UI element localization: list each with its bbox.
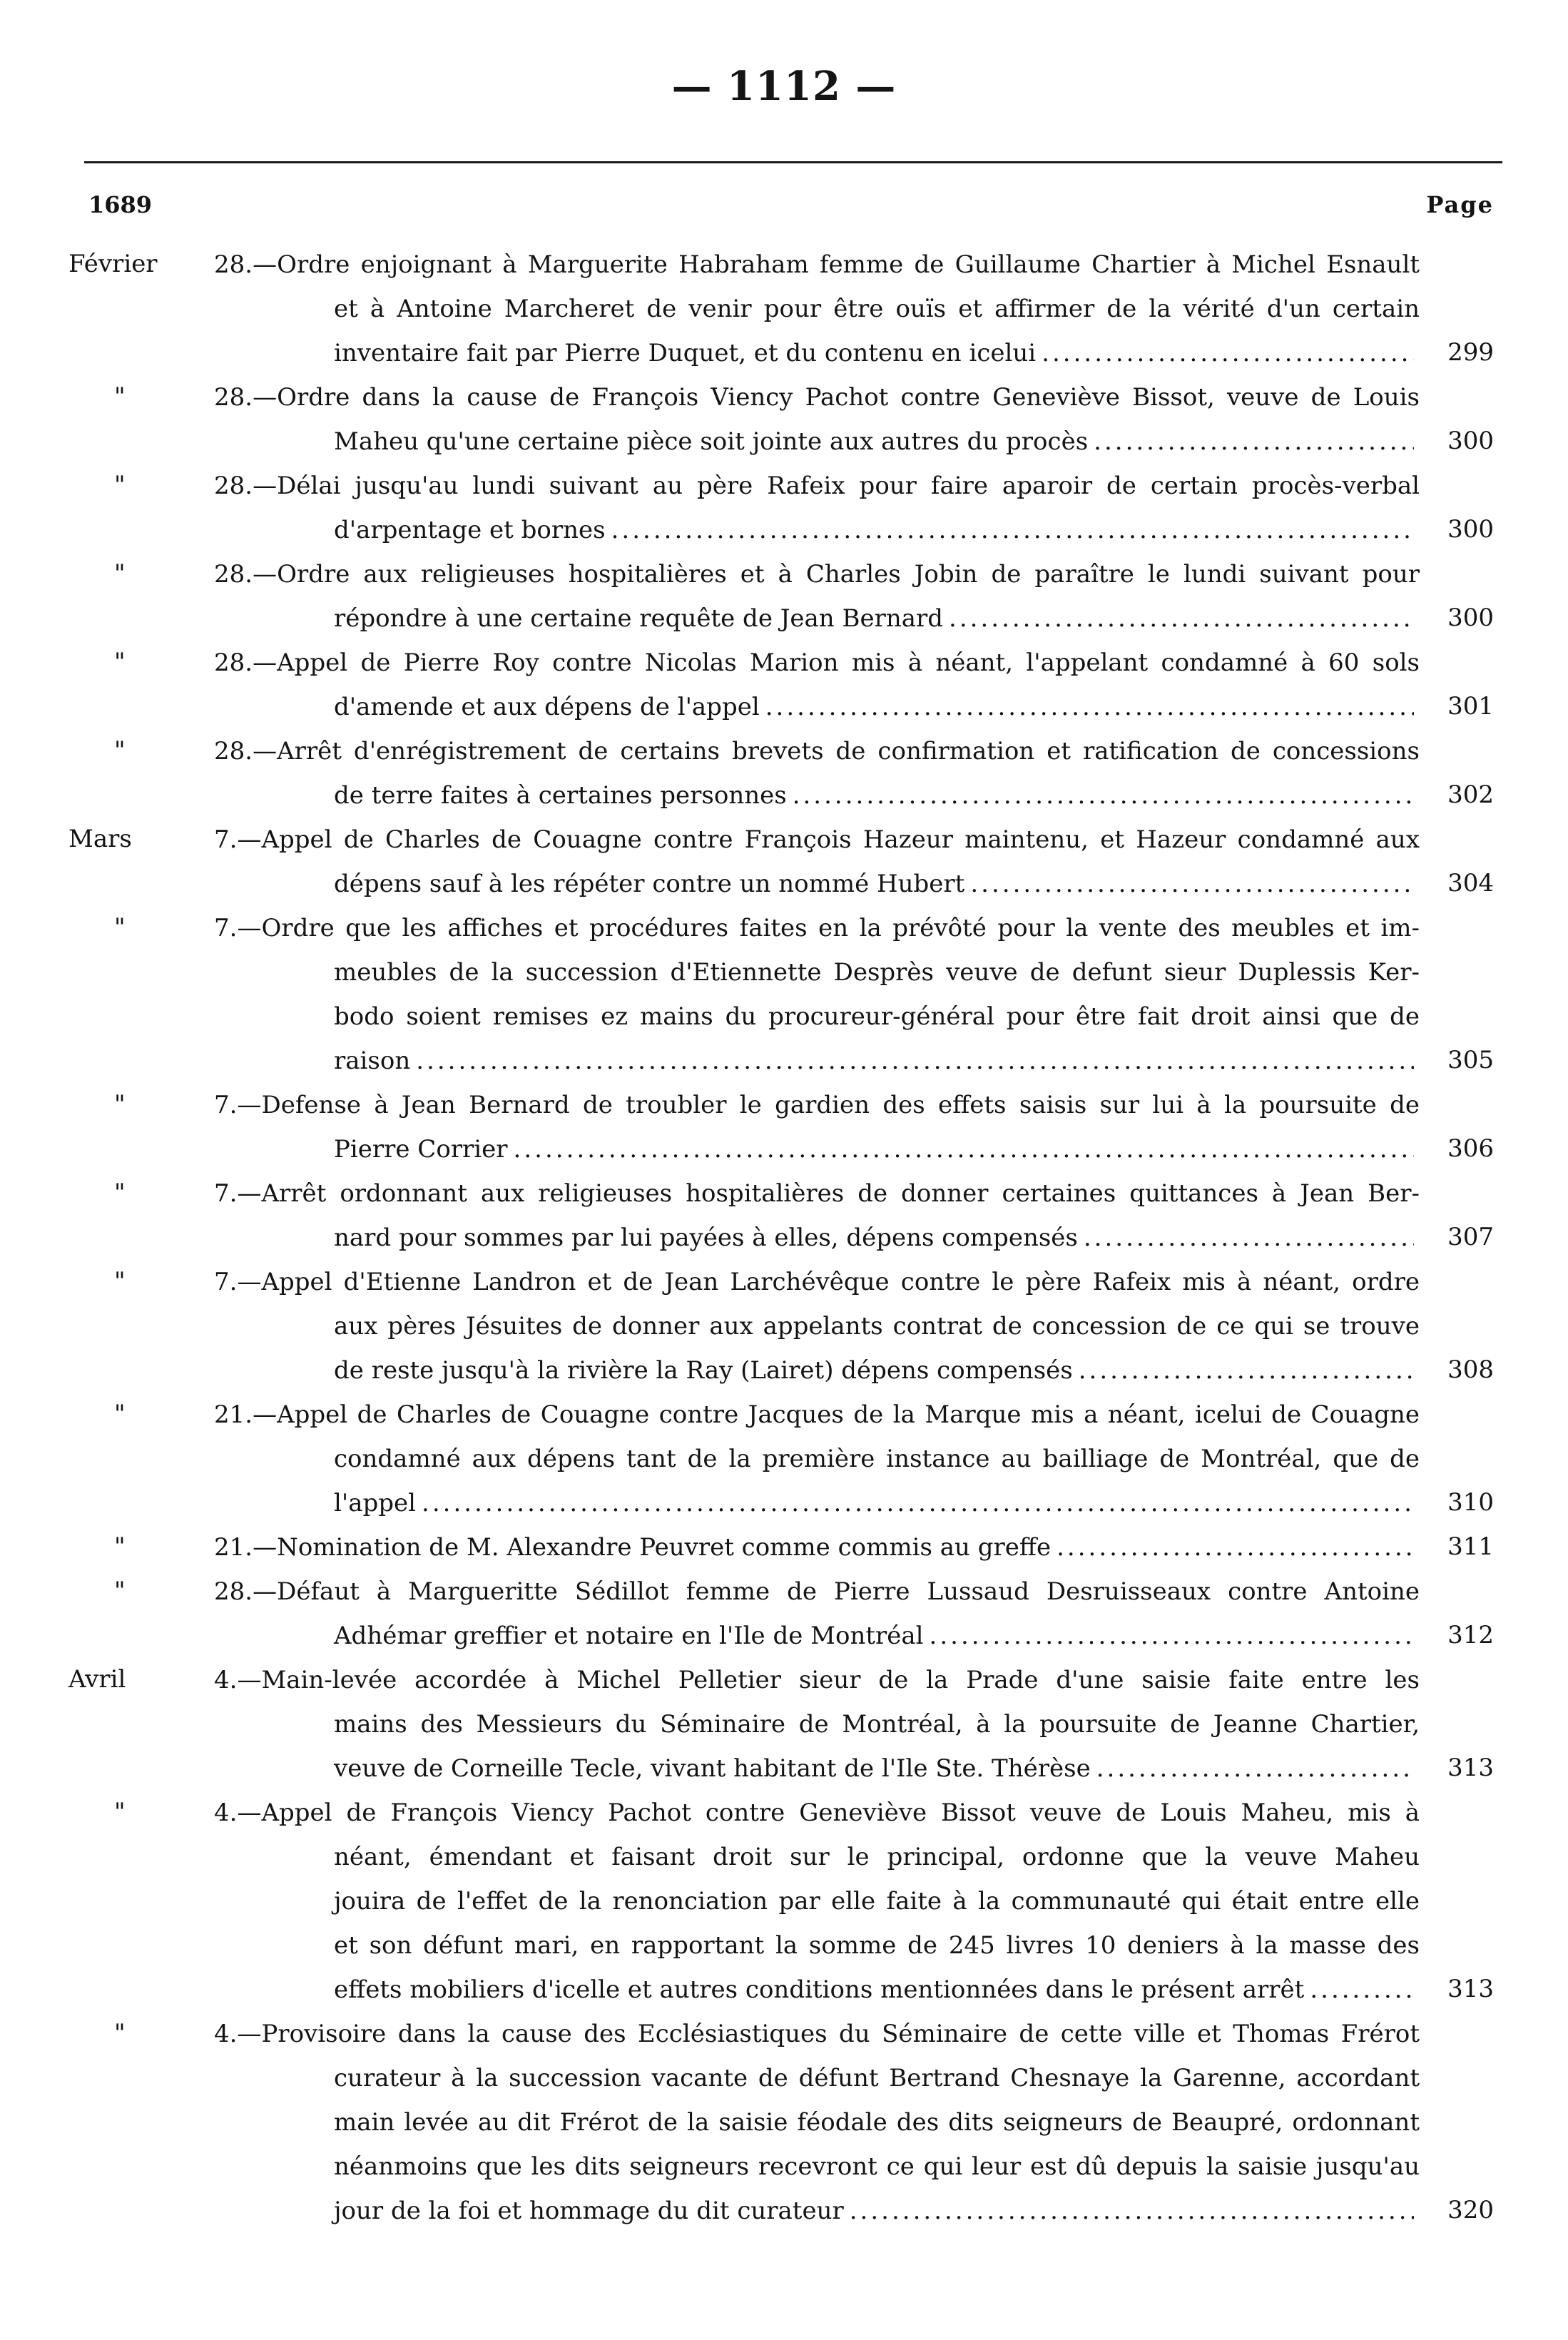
entry-line-text: —Ordre aux religieuses hospitalières et à Charles Jobin de paraître le lundi suivant pour bbox=[253, 560, 1420, 589]
page-number-header: — 1112 — bbox=[671, 63, 897, 110]
entry-page-number: 300 bbox=[1447, 427, 1494, 455]
entry-line-text: Maheu qu'une certaine pièce soit jointe aux autres du procès bbox=[334, 427, 1089, 456]
entry-line-text: de terre faites à certaines personnes bbox=[334, 781, 787, 810]
entry-line bbox=[214, 1879, 1420, 1923]
entry-page-number: 310 bbox=[1447, 1488, 1494, 1517]
dot-leader bbox=[1079, 1348, 1414, 1393]
entry-page-number: 301 bbox=[1447, 692, 1494, 721]
entry-line-text: de reste jusqu'à la rivière la Ray (Lairet) dépens compensés bbox=[334, 1356, 1073, 1385]
entry-last-line bbox=[214, 1614, 1420, 1658]
entry-line-text: veuve de Corneille Tecle, vivant habitant de l'Ile Ste. Thérèse bbox=[334, 1754, 1091, 1783]
entry-date: 28. bbox=[214, 648, 253, 677]
dot-leader bbox=[793, 773, 1414, 818]
entry-line-text: —Main-levée accordée à Michel Pelletier sieur de la Prade d'une saisie faite entre les bbox=[237, 1666, 1420, 1694]
entry-ditto-mark: " bbox=[114, 1267, 126, 1296]
entry-line bbox=[214, 950, 1420, 994]
dot-leader bbox=[1310, 1968, 1414, 2012]
entry-date: 4. bbox=[214, 1666, 238, 1694]
entry-date: 28. bbox=[214, 472, 253, 500]
entry-line-text: curateur à la succession vacante de défunt Bertrand Chesnaye la Garenne, accordant bbox=[334, 2064, 1420, 2092]
entry-last-line bbox=[214, 596, 1420, 641]
entry-line bbox=[214, 994, 1420, 1039]
entry-line bbox=[214, 818, 1420, 862]
entry-line-text: —Ordre dans la cause de François Viency Pachot contre Geneviève Bissot, veuve de Louis bbox=[253, 383, 1420, 412]
entry-last-line bbox=[214, 508, 1420, 552]
entry-text bbox=[214, 1570, 1420, 1658]
entry-page-number: 300 bbox=[1447, 604, 1494, 632]
entry-line-text: main levée au dit Frérot de la saisie féodale des dits seigneurs de Beaupré, ordonnant bbox=[334, 2108, 1420, 2137]
entry-line bbox=[214, 1393, 1420, 1437]
entry-line bbox=[214, 729, 1420, 773]
entry-line-text: jouira de l'effet de la renonciation par elle faite à la communauté qui était entre elle bbox=[334, 1887, 1420, 1916]
entry-line-text: condamné aux dépens tant de la première instance au bailliage de Montréal, que de bbox=[334, 1445, 1420, 1473]
entry-line-text: néanmoins que les dits seigneurs recevront ce qui leur est dû depuis la saisie jusqu'au bbox=[334, 2152, 1420, 2181]
entry-text bbox=[214, 1393, 1420, 1525]
entry-line-text: et son défunt mari, en rapportant la somme de 245 livres 10 deniers à la masse des bbox=[334, 1931, 1420, 1960]
entry-line-text: inventaire fait par Pierre Duquet, et du contenu en icelui bbox=[334, 339, 1037, 367]
entry-line bbox=[214, 1083, 1420, 1127]
entry-last-line bbox=[214, 1481, 1420, 1525]
entry-line-text: effets mobiliers d'icelle et autres conditions mentionnées dans le présent arrêt bbox=[334, 1975, 1305, 2004]
entry-line-text: dépens sauf à les répéter contre un nommé Hubert bbox=[334, 870, 965, 898]
entry-line bbox=[214, 1570, 1420, 1614]
entry-line-text: Adhémar greffier et notaire en l'Ile de Montréal bbox=[334, 1622, 924, 1650]
entry-last-line bbox=[214, 685, 1420, 729]
entry-last-line bbox=[214, 1039, 1420, 1083]
entry-text bbox=[214, 375, 1420, 464]
entry-line bbox=[214, 287, 1420, 331]
entry-last-line bbox=[214, 1525, 1420, 1570]
entry-last-line bbox=[214, 1348, 1420, 1393]
entry-line bbox=[214, 2056, 1420, 2100]
entry-text bbox=[214, 1525, 1420, 1570]
entry-line-text: bodo soient remises ez mains du procureur-général pour être fait droit ainsi que de bbox=[334, 1002, 1420, 1031]
entry-line bbox=[214, 2100, 1420, 2145]
entry-line bbox=[214, 1791, 1420, 1835]
entry-line-text: —Appel de Pierre Roy contre Nicolas Marion mis à néant, l'appelant condamné à 60 sols bbox=[253, 648, 1420, 677]
entry-line bbox=[214, 375, 1420, 419]
entry-last-line bbox=[214, 1968, 1420, 2012]
entry-ditto-mark: " bbox=[114, 1577, 126, 1605]
entry-line bbox=[214, 1923, 1420, 1968]
entry-line-text: —Provisoire dans la cause des Ecclésiastiques du Séminaire de cette ville et Thomas Frérot bbox=[237, 2020, 1420, 2048]
entry-date: 28. bbox=[214, 1577, 253, 1606]
entry-text bbox=[214, 552, 1420, 641]
entry-line-text: répondre à une certaine requête de Jean Bernard bbox=[334, 604, 944, 633]
entry-ditto-mark: " bbox=[114, 913, 126, 942]
entry-line-text: —Arrêt ordonnant aux religieuses hospitalières de donner certaines quittances à Jean Ber- bbox=[237, 1179, 1420, 1208]
entry-ditto-mark: " bbox=[114, 648, 126, 676]
entry-line-text: meubles de la succession d'Etiennette Desprès veuve de defunt sieur Duplessis Ker- bbox=[334, 958, 1420, 987]
entry-line bbox=[214, 906, 1420, 950]
dot-leader bbox=[1096, 1746, 1414, 1791]
entry-last-line bbox=[214, 419, 1420, 464]
entry-text bbox=[214, 906, 1420, 1083]
entry-ditto-mark: " bbox=[114, 736, 126, 765]
entry-line-text: —Appel de Charles de Couagne contre Jacques de la Marque mis a néant, icelui de Couagne bbox=[253, 1400, 1420, 1429]
entry-line-text: —Appel d'Etienne Landron et de Jean Larchévêque contre le père Rafeix mis à néant, ordre bbox=[237, 1268, 1420, 1296]
entry-page-number: 299 bbox=[1447, 338, 1494, 367]
entry-line-text: —Defense à Jean Bernard de troubler le gardien des effets saisis sur lui à la poursuite de bbox=[237, 1091, 1420, 1119]
entry-text bbox=[214, 2012, 1420, 2233]
entry-line-text: —Appel de Charles de Couagne contre François Hazeur maintenu, et Hazeur condamné aux bbox=[237, 825, 1420, 854]
entry-line bbox=[214, 1658, 1420, 1702]
entry-last-line bbox=[214, 2189, 1420, 2233]
entry-text bbox=[214, 818, 1420, 906]
entry-page-number: 308 bbox=[1447, 1355, 1494, 1384]
entry-line-text: —Arrêt d'enrégistrement de certains brevets de confirmation et ratification de concessions bbox=[253, 737, 1420, 765]
entry-line-text: —Ordre que les affiches et procédures faites en la prévôté pour la vente des meubles et im- bbox=[237, 914, 1420, 942]
entry-text bbox=[214, 1260, 1420, 1393]
entry-page-number: 306 bbox=[1447, 1134, 1494, 1163]
entry-text bbox=[214, 1791, 1420, 2012]
entry-text bbox=[214, 641, 1420, 729]
entry-line bbox=[214, 464, 1420, 508]
entry-ditto-mark: " bbox=[114, 1090, 126, 1119]
entry-ditto-mark: " bbox=[114, 1532, 126, 1561]
entry-ditto-mark: " bbox=[114, 382, 126, 411]
entry-last-line bbox=[214, 331, 1420, 375]
entry-line-text: —Nomination de M. Alexandre Peuvret comme commis au greffe bbox=[253, 1533, 1052, 1562]
entry-line-text: raison bbox=[334, 1047, 411, 1075]
entry-page-number: 302 bbox=[1447, 780, 1494, 809]
entry-line-text: jour de la foi et hommage du dit curateur bbox=[334, 2197, 844, 2225]
entry-date: 4. bbox=[214, 2020, 238, 2048]
entry-line bbox=[214, 1835, 1420, 1879]
entry-text bbox=[214, 243, 1420, 375]
entry-line-text: mains des Messieurs du Séminaire de Montréal, à la poursuite de Jeanne Chartier, bbox=[334, 1710, 1420, 1739]
dot-leader bbox=[765, 685, 1414, 729]
entry-line bbox=[214, 1437, 1420, 1481]
dot-leader bbox=[1057, 1525, 1414, 1570]
entry-date: 7. bbox=[214, 914, 238, 942]
entry-line bbox=[214, 1260, 1420, 1304]
entry-text bbox=[214, 1171, 1420, 1260]
entry-last-line bbox=[214, 1746, 1420, 1791]
dot-leader bbox=[416, 1039, 1414, 1083]
entry-page-number: 311 bbox=[1447, 1532, 1494, 1561]
entry-line-text: aux pères Jésuites de donner aux appelants contrat de concession de ce qui se trouve bbox=[334, 1312, 1420, 1341]
header-rule bbox=[84, 161, 1502, 163]
entry-line bbox=[214, 1171, 1420, 1216]
entry-page-number: 313 bbox=[1447, 1975, 1494, 2003]
entry-page-number: 312 bbox=[1447, 1621, 1494, 1649]
dot-leader bbox=[949, 596, 1414, 641]
entry-line-text: —Délai jusqu'au lundi suivant au père Rafeix pour faire aparoir de certain procès-verbal bbox=[253, 472, 1420, 500]
page-column-label: Page bbox=[1426, 191, 1494, 218]
dot-leader bbox=[611, 508, 1414, 552]
entry-line-text: néant, émendant et faisant droit sur le principal, ordonne que la veuve Maheu bbox=[334, 1843, 1420, 1871]
entry-date: 28. bbox=[214, 250, 253, 279]
entry-date: 28. bbox=[214, 560, 253, 589]
entry-line bbox=[214, 1702, 1420, 1746]
dot-leader bbox=[422, 1481, 1414, 1525]
entry-ditto-mark: " bbox=[114, 1798, 126, 1826]
dot-leader bbox=[1084, 1216, 1414, 1260]
dot-leader bbox=[930, 1614, 1414, 1658]
entry-page-number: 320 bbox=[1447, 2196, 1494, 2224]
dot-leader bbox=[850, 2189, 1414, 2233]
entry-ditto-mark: " bbox=[114, 2019, 126, 2048]
entry-page-number: 305 bbox=[1447, 1046, 1494, 1074]
entry-line-text: d'amende et aux dépens de l'appel bbox=[334, 693, 760, 721]
entry-date: 28. bbox=[214, 383, 253, 412]
entry-date: 7. bbox=[214, 825, 238, 854]
dot-leader bbox=[970, 862, 1414, 906]
entry-last-line bbox=[214, 1216, 1420, 1260]
entry-date: 21. bbox=[214, 1400, 253, 1429]
entry-date: 7. bbox=[214, 1268, 238, 1296]
entry-text bbox=[214, 464, 1420, 552]
entry-line-text: l'appel bbox=[334, 1489, 417, 1517]
entry-line bbox=[214, 552, 1420, 596]
entry-last-line bbox=[214, 773, 1420, 818]
entry-month: Février bbox=[68, 250, 158, 278]
entry-line-text: nard pour sommes par lui payées à elles, dépens compensés bbox=[334, 1224, 1078, 1252]
entry-last-line bbox=[214, 1127, 1420, 1171]
entry-line bbox=[214, 2012, 1420, 2056]
entry-page-number: 300 bbox=[1447, 515, 1494, 544]
entry-line bbox=[214, 1304, 1420, 1348]
dot-leader bbox=[1042, 331, 1414, 375]
dot-leader bbox=[514, 1127, 1414, 1171]
entry-date: 7. bbox=[214, 1091, 238, 1119]
entry-line-text: —Appel de François Viency Pachot contre Geneviève Bissot veuve de Louis Maheu, mis à bbox=[237, 1799, 1420, 1827]
entry-text bbox=[214, 1658, 1420, 1791]
entry-line-text: —Ordre enjoignant à Marguerite Habraham femme de Guillaume Chartier à Michel Esnault bbox=[253, 250, 1420, 279]
entry-line-text: Pierre Corrier bbox=[334, 1135, 508, 1164]
entry-date: 7. bbox=[214, 1179, 238, 1208]
entry-page-number: 313 bbox=[1447, 1754, 1494, 1782]
entry-page-number: 307 bbox=[1447, 1223, 1494, 1251]
entry-date: 4. bbox=[214, 1799, 238, 1827]
entry-ditto-mark: " bbox=[114, 559, 126, 588]
entry-line bbox=[214, 2145, 1420, 2189]
entry-line bbox=[214, 641, 1420, 685]
entry-line-text: —Défaut à Margueritte Sédillot femme de Pierre Lussaud Desruisseaux contre Antoine bbox=[253, 1577, 1420, 1606]
entry-text bbox=[214, 729, 1420, 818]
entry-page-number: 304 bbox=[1447, 869, 1494, 897]
entry-text bbox=[214, 1083, 1420, 1171]
entry-ditto-mark: " bbox=[114, 1400, 126, 1428]
entry-date: 28. bbox=[214, 737, 253, 765]
entry-date: 21. bbox=[214, 1533, 253, 1562]
entry-line-text: et à Antoine Marcheret de venir pour être ouïs et affirmer de la vérité d'un certain bbox=[334, 295, 1420, 323]
entry-month: Mars bbox=[68, 825, 132, 853]
entry-line bbox=[214, 243, 1420, 287]
entry-last-line bbox=[214, 862, 1420, 906]
entry-line-text: d'arpentage et bornes bbox=[334, 516, 606, 544]
entry-ditto-mark: " bbox=[114, 1179, 126, 1207]
dot-leader bbox=[1094, 419, 1414, 464]
year-label: 1689 bbox=[88, 191, 153, 218]
entry-month: Avril bbox=[68, 1665, 126, 1694]
entry-ditto-mark: " bbox=[114, 471, 126, 499]
